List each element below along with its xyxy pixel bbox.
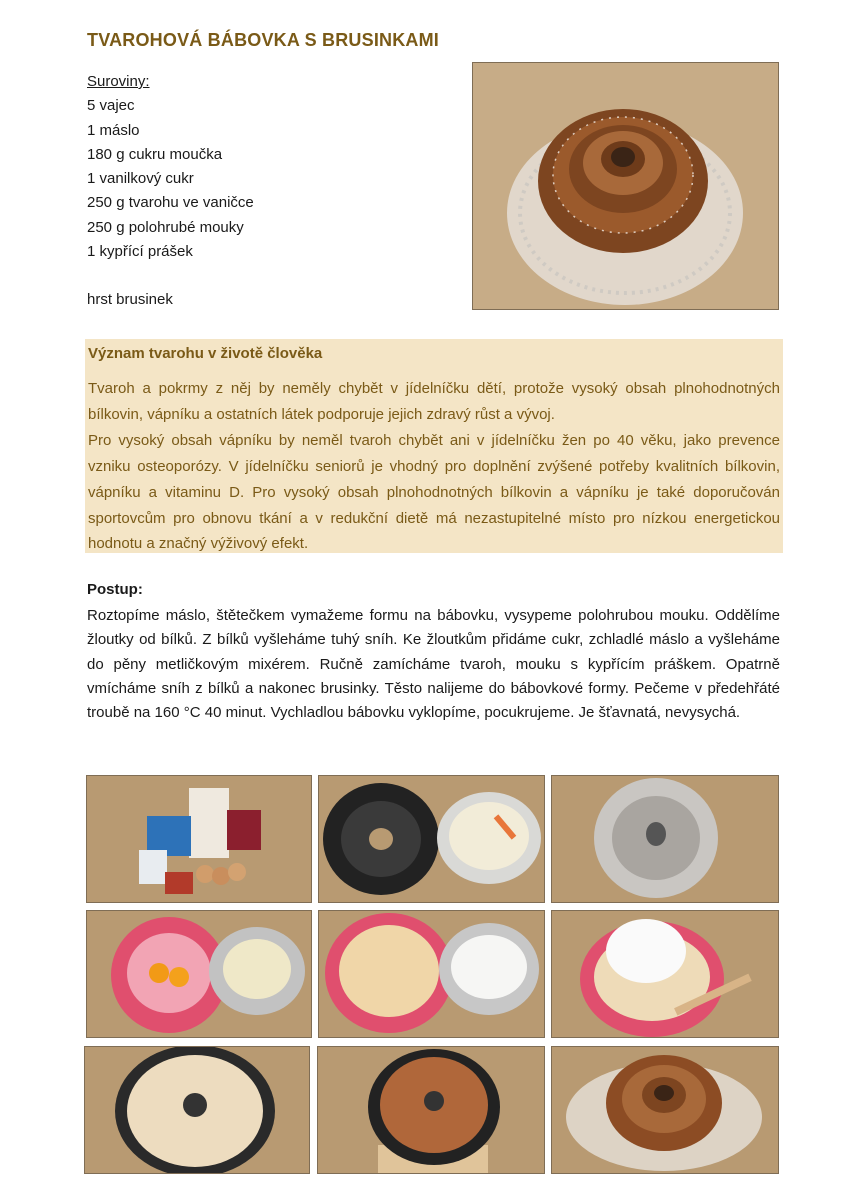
steps-text: Roztopíme máslo, štětečkem vymažeme formu na bábovku, vysypeme polohrubou mouku. Oddělíme žloutky od bílků. Z bílků vyšleháme tuhý sníh. Ke žloutkům přidáme cukr, zchladlé máslo a vyšleháme do pěny metličkovým mixérem. Ručně zamícháme tvaroh, mouku s kypřícím práškem. Opatrně vmícháme sníh z bílků a nakonec brusinky. Těsto nalijeme do bábovkové formy. Pečeme v předehřáté troubě na 160 °C 40 minut. Vychladlou bábovku vyklopíme, pocukrujeme. Je šťavnatá, nevysychá. — [87, 607, 780, 722]
ingredient-item: 1 vanilkový cukr — [87, 170, 194, 188]
yolks-whites-photo — [86, 910, 312, 1038]
ingredient-item: 5 vajec — [87, 97, 135, 115]
ingredient-item: 250 g tvarohu ve vaničce — [87, 194, 254, 212]
finished-cake-small-photo — [551, 1046, 779, 1174]
info-paragraph: Pro vysoký obsah vápníku by neměl tvaroh chybět ani v jídelníčku žen po 40 věku, jako prevence vzniku osteoporózy. V jídelníčku seniorů je vhodný pro doplnění zvýšené potřeby kvalitních bílkovin, vápníku a vitaminu D. Pro vysoký obsah plnohodnotných bílkovin a vápníku je také doporučován sportovcům pro obnovu tkání a v redukční dietě má nezastupitelné místo pro nízkou energetickou hodnotu a značný výživový efekt. — [88, 431, 780, 553]
ingredient-item: 1 máslo — [87, 121, 140, 139]
info-box — [85, 339, 783, 553]
folding-meringue-photo — [551, 910, 779, 1038]
ingredients-label: Suroviny: — [87, 73, 150, 90]
recipe-title: TVAROHOVÁ BÁBOVKA S BRUSINKAMI — [87, 30, 440, 50]
info-paragraph: Tvaroh a pokrmy z něj by neměly chybět v jídelníčku dětí, protože vysoký obsah plnohodnotných bílkovin, vápníku a ostatních látek podporuje jejich zdravý růst a vývoj. — [88, 380, 780, 423]
info-title: Význam tvarohu v životě člověka — [88, 345, 323, 362]
ingredient-item: 180 g cukru moučka — [87, 145, 223, 163]
ingredients-section — [87, 70, 447, 313]
info-text — [88, 376, 780, 557]
ingredient-item-extra: hrst brusinek — [87, 291, 173, 309]
baked-in-form-photo — [317, 1046, 545, 1174]
ingredient-item: 250 g polohrubé mouky — [87, 218, 244, 236]
steps-title: Postup: — [87, 581, 143, 598]
ingredients-photo — [86, 775, 312, 903]
batter-meringue-photo — [318, 910, 545, 1038]
floured-form-photo — [551, 775, 779, 903]
prepared-form-photo — [318, 775, 545, 903]
finished-cake-photo — [472, 62, 779, 310]
ingredient-item: 1 kypřící prášek — [87, 243, 193, 261]
batter-in-form-photo — [84, 1046, 310, 1174]
